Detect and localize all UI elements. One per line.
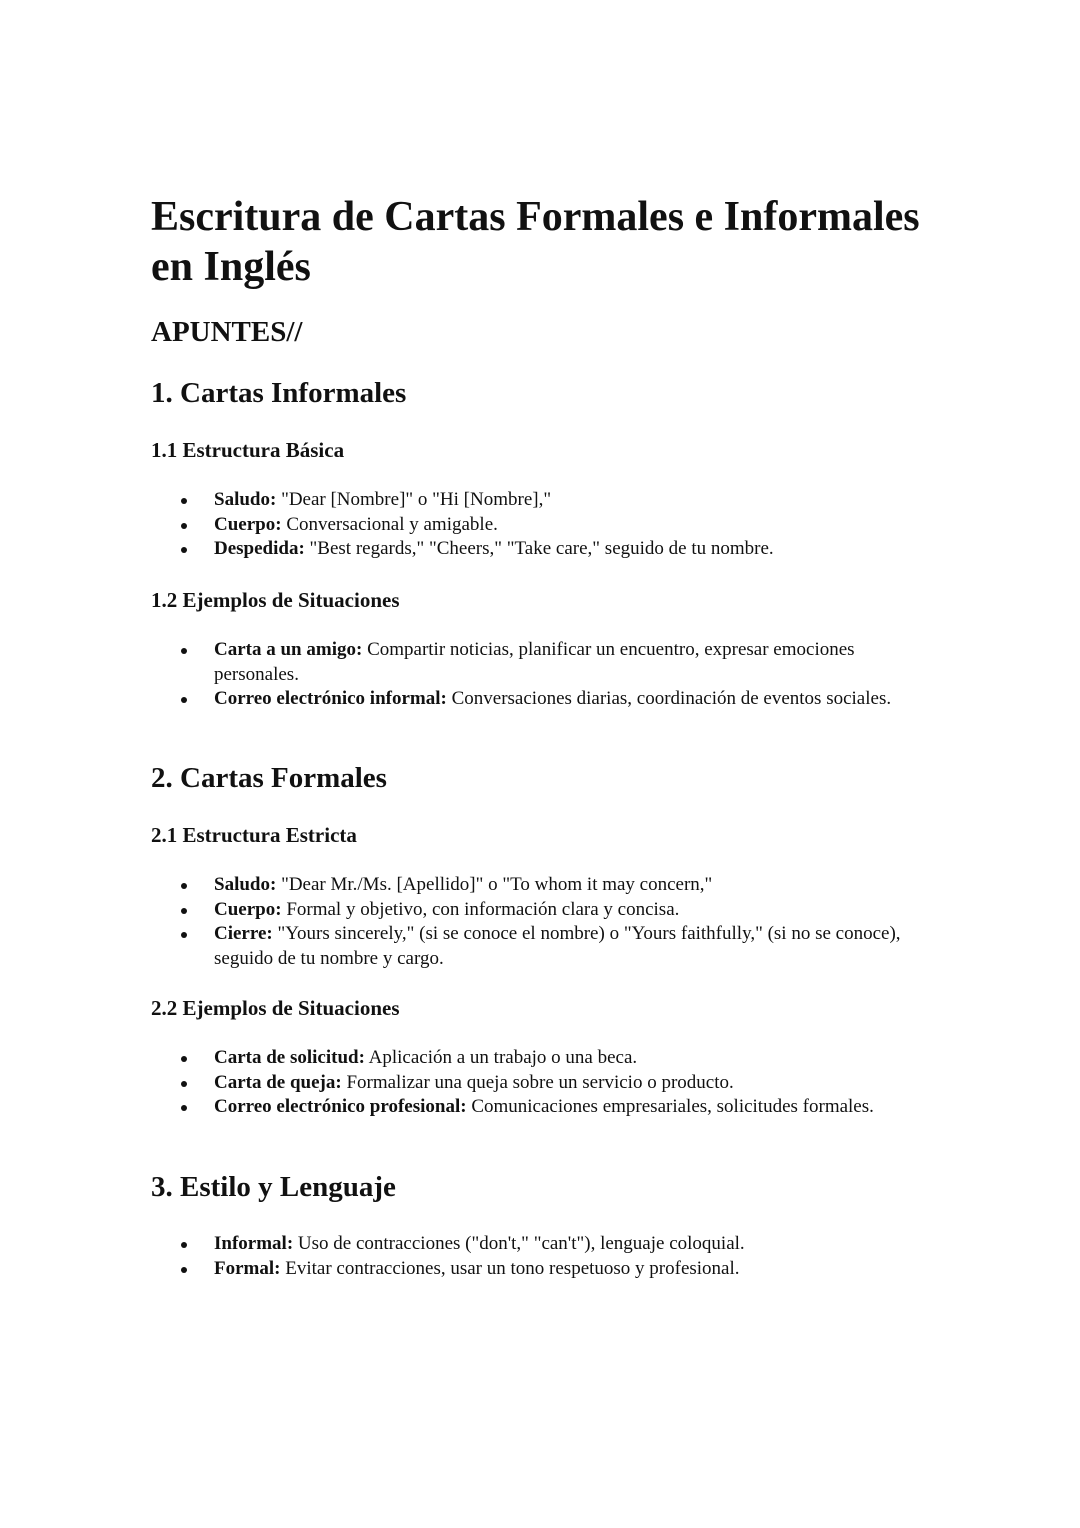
item-term: Cuerpo: xyxy=(214,898,282,920)
bullet-icon xyxy=(181,883,187,889)
list-item xyxy=(151,1071,941,1096)
bullet-icon xyxy=(181,908,187,914)
list-item xyxy=(151,1046,941,1071)
bullet-icon xyxy=(181,1056,187,1062)
item-text: Comunicaciones empresariales, solicitudes formales. xyxy=(466,1096,874,1117)
item-text: Conversaciones diarias, coordinación de eventos sociales. xyxy=(446,688,892,709)
list-estructura-basica xyxy=(151,488,941,562)
section-heading-informales: 1. Cartas Informales xyxy=(151,377,407,409)
item-text: "Dear [Nombre]" o "Hi [Nombre]," xyxy=(276,489,552,510)
item-text: "Best regards," "Cheers," "Take care," seguido de tu nombre. xyxy=(304,538,774,559)
subsection-heading-ejemplos-informales: 1.2 Ejemplos de Situaciones xyxy=(151,588,400,612)
list-item xyxy=(151,1257,941,1282)
item-text: "Dear Mr./Ms. [Apellido]" o "To whom it may concern," xyxy=(276,874,713,895)
bullet-icon xyxy=(181,1267,187,1273)
item-term: Carta de solicitud: xyxy=(214,1047,365,1068)
list-item xyxy=(151,687,941,712)
list-item xyxy=(151,513,941,538)
list-item xyxy=(151,537,941,562)
list-item xyxy=(151,488,941,513)
notes-heading: APUNTES// xyxy=(151,316,303,348)
subsection-heading-ejemplos-formales: 2.2 Ejemplos de Situaciones xyxy=(151,996,400,1020)
list-item xyxy=(151,922,941,971)
item-term: Cierre: xyxy=(214,923,273,944)
bullet-icon xyxy=(181,1081,187,1087)
item-term: Correo electrónico profesional: xyxy=(214,1096,467,1117)
bullet-icon xyxy=(181,1242,187,1248)
list-item xyxy=(151,1232,941,1257)
item-text: Formal y objetivo, con información clara y concisa. xyxy=(281,898,680,920)
item-text: Aplicación a un trabajo o una beca. xyxy=(364,1047,638,1068)
bullet-icon xyxy=(181,523,187,529)
list-ejemplos-informales xyxy=(151,638,941,712)
section-heading-formales: 2. Cartas Formales xyxy=(151,762,387,794)
bullet-icon xyxy=(181,1105,187,1111)
list-item xyxy=(151,898,941,923)
subsection-heading-estructura-basica: 1.1 Estructura Básica xyxy=(151,438,345,462)
bullet-icon xyxy=(181,697,187,703)
item-term: Informal: xyxy=(214,1233,294,1254)
document-title: Escritura de Cartas Formales e Informales en Inglés xyxy=(151,194,920,290)
item-text: Uso de contracciones ("don't," "can't"), lenguaje coloquial. xyxy=(293,1233,745,1254)
item-text: Evitar contracciones, usar un tono respetuoso y profesional. xyxy=(280,1257,740,1279)
list-item xyxy=(151,1095,941,1120)
item-text: Compartir noticias, planificar un encuentro, expresar emociones personales. xyxy=(214,639,855,685)
list-estructura-estricta xyxy=(151,873,941,971)
item-term: Cuerpo: xyxy=(214,513,282,535)
item-term: Saludo: xyxy=(214,874,277,895)
list-item xyxy=(151,638,941,687)
item-term: Despedida: xyxy=(214,538,305,559)
list-estilo xyxy=(151,1232,941,1281)
item-text: Formalizar una queja sobre un servicio o producto. xyxy=(341,1071,734,1093)
item-term: Correo electrónico informal: xyxy=(214,688,447,709)
list-item xyxy=(151,873,941,898)
bullet-icon xyxy=(181,547,187,553)
item-term: Formal: xyxy=(214,1257,281,1279)
item-text: Conversacional y amigable. xyxy=(281,513,498,535)
item-term: Carta a un amigo: xyxy=(214,639,363,660)
subsection-heading-estructura-estricta: 2.1 Estructura Estricta xyxy=(151,823,357,847)
item-text: "Yours sincerely," (si se conoce el nombre) o "Yours faithfully," (si no se conoce), seguido de tu nombre y cargo. xyxy=(214,923,901,969)
bullet-icon xyxy=(181,648,187,654)
section-heading-estilo: 3. Estilo y Lenguaje xyxy=(151,1171,396,1203)
bullet-icon xyxy=(181,498,187,504)
item-term: Saludo: xyxy=(214,489,277,510)
list-ejemplos-formales xyxy=(151,1046,941,1120)
item-term: Carta de queja: xyxy=(214,1071,342,1093)
bullet-icon xyxy=(181,932,187,938)
